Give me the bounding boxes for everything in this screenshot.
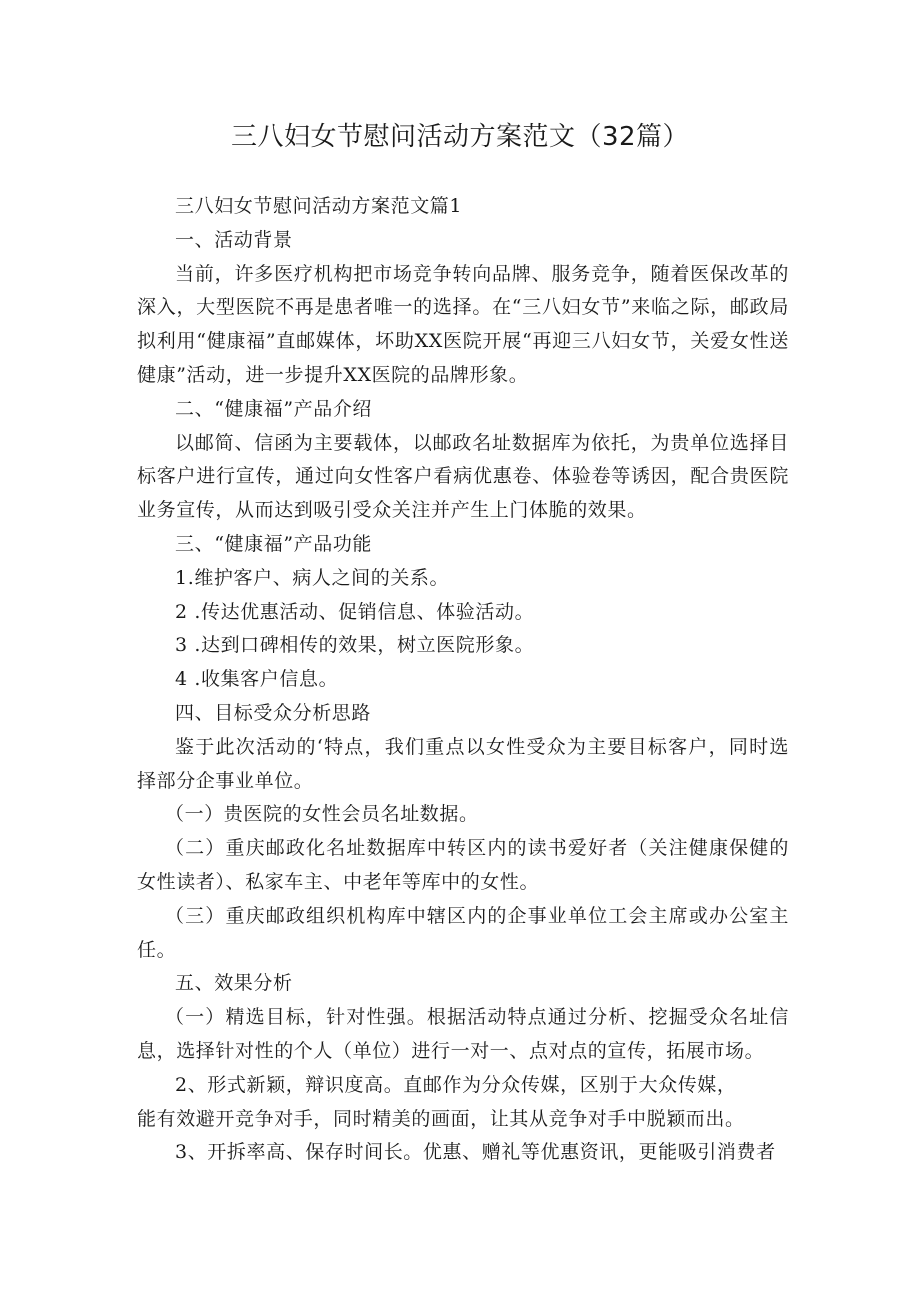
document-body	[137, 190, 789, 1170]
paragraph: （三）重庆邮政组织机构库中辖区内的企事业单位工会主席或办公室主任。	[137, 904, 789, 961]
paragraph: 一、活动背景	[175, 228, 293, 251]
paragraph: 二、“健康福”产品介绍	[175, 397, 373, 420]
paragraph: 3、开拆率高、保存时间长。优惠、赠礼等优惠资讯，更能吸引消费者	[175, 1141, 776, 1164]
paragraph: （二）重庆邮政化名址数据库中转区内的读书爱好者（关注健康保健的女性读者）、私家车主、中老年等库中的女性。	[137, 837, 789, 893]
paragraph: 2、形式新颖，辩识度高。直邮作为分众传媒，区别于大众传媒，	[175, 1073, 737, 1096]
paragraph: 能有效避开竞争对手，同时精美的画面，让其从竞争对手中脱颖而出。	[137, 1107, 745, 1130]
paragraph: 四、目标受众分析思路	[175, 701, 372, 724]
paragraph: 1.维护客户、病人之间的关系。	[175, 566, 450, 589]
paragraph: 当前，许多医疗机构把市场竞争转向品牌、服务竞争，随着医保改革的深入，大型医院不再是患者唯一的选择。在“三八妇女节”来临之际，邮政局拟利用“健康福”直邮媒体，坏助XX医院开展“再迎三八妇女节，关爱女性送健康”活动，进一步提升XX医院的品牌形象。	[137, 262, 789, 386]
paragraph: （一）贵医院的女性会员名址数据。	[165, 803, 479, 826]
paragraph: 三、“健康福”产品功能	[175, 532, 373, 555]
paragraph: 以邮简、信函为主要载体，以邮政名址数据库为依托，为贵单位选择目标客户进行宣传，通过向女性客户看病优惠卷、体验卷等诱因，配合贵医院业务宣传，从而达到吸引受众关注并产生上门体脆的效果。	[137, 431, 789, 522]
paragraph: 3 .达到口碑相传的效果，树立医院形象。	[175, 634, 535, 657]
paragraph: 五、效果分析	[175, 972, 293, 995]
paragraph: 鉴于此次活动的‘特点，我们重点以女性受众为主要目标客户，同时选择部分企事业单位。	[137, 735, 789, 792]
paragraph: 4 .收集客户信息。	[175, 668, 339, 691]
paragraph: 2 .传达优惠活动、促销信息、体验活动。	[175, 600, 535, 623]
paragraph: 三八妇女节慰问活动方案范文篇1	[175, 195, 463, 217]
paragraph: （一）精选目标，针对性强。根据活动特点通过分析、挖掘受众名址信息，选择针对性的个人（单位）进行一对一、点对点的宣传，拓展市场。	[137, 1006, 789, 1062]
document-title: 三八妇女节慰问活动方案范文（32篇）	[230, 122, 690, 152]
